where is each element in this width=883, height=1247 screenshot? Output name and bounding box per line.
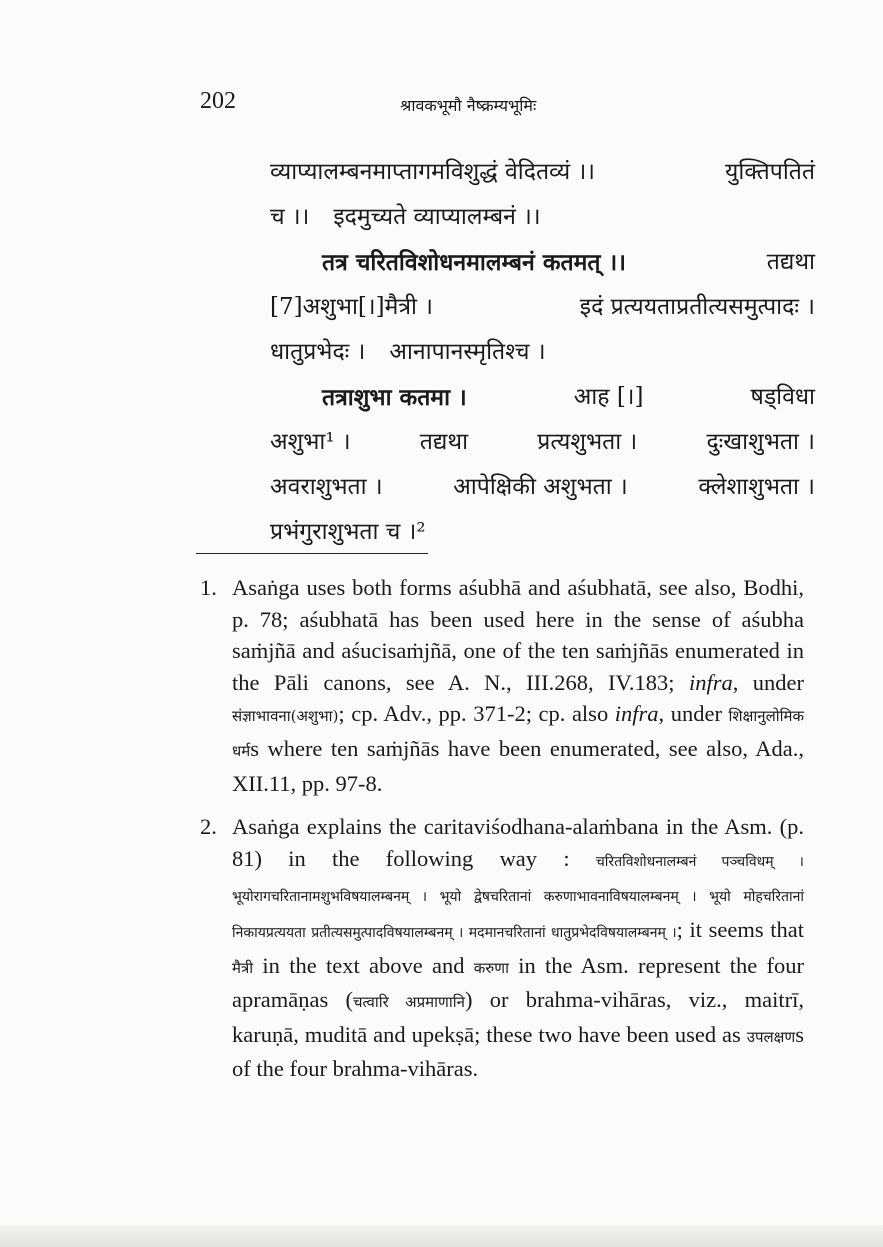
footnote-1 [200, 572, 804, 799]
footnote-2 [200, 811, 804, 1085]
footnote-number: 2. [200, 814, 217, 840]
text-line-heading: तत्र चरितविशोधनमालम्बनं कतमत् ।। तद्यथा [322, 249, 815, 276]
sanskrit-body-text [270, 150, 815, 555]
footnotes [200, 572, 804, 1085]
text-line: अवराशुभता । आपेक्षिकी अशुभता । क्लेशाशुभता । [270, 474, 815, 500]
running-head: श्रावकभूमौ नैष्क्रम्यभूमिः [400, 96, 537, 115]
text-line-heading: तत्राशुभा कतमा । आह [।] षड्विधा [322, 384, 815, 411]
page-number: 202 [200, 88, 236, 114]
footnote-rule [196, 553, 428, 554]
footnote-text: Asaṅga explains the caritaviśodhana-alaṁbana in the Asm. (p. 81) in the following way : चरितविशोधनालम्बनं पञ्चविधम् । भूयोरागचरितानामशुभविषयालम्बनम् । भूयो द्वेषचरितानां करुणाभावनाविषयालम्बनम् । भूयो मोहचरितानां निकायप्रत्ययता प्रतीत्यसमुत्पादविषयालम्बनम् । मदमानचरितानां धातुप्रभेदविषयालम्बनम् ।; it seems that मैत्री in the text above and करुणा in the Asm. represent the four apramāṇas (चत्वारि अप्रमाणानि) or brahma-vihāras, viz., maitrī, karuṇā, muditā and upekṣā; these two have been used as उपलक्षणs of the four brahma-vihāras. [232, 814, 804, 1082]
text-line: च ।। इदमुच्यते व्याप्यालम्बनं ।। [270, 204, 541, 230]
text-line: व्याप्यालम्बनमाप्तागमविशुद्धं वेदितव्यं ।। युक्तिपतितं [270, 159, 815, 185]
text-line: प्रभंगुराशुभता च ।² [270, 519, 426, 545]
footnote-number: 1. [200, 575, 217, 600]
footnote-text: Asaṅga uses both forms aśubhā and aśubhatā, see also, Bodhi, p. 78; aśubhatā has been used here in the sense of aśubha saṁjñā and aśucisaṁjñā, one of the ten saṁjñās enumerated in the Pāli canons, see A. N., III.268, IV.183; infra, under संज्ञाभावना(अशुभा); cp. Adv., pp. 371-2; cp. also infra, under शिक्षानुलोमिक धर्मs where ten saṁjñās have been enumerated, see also, Ada., XII.11, pp. 97-8. [232, 575, 804, 796]
scan-edge [0, 1225, 883, 1247]
text-line: [7]अशुभा[।]मैत्री । इदं प्रत्ययताप्रतीत्यसमुत्पादः । [270, 294, 815, 320]
text-line: धातुप्रभेदः । आनापानस्मृतिश्च । [270, 339, 546, 365]
text-line: अशुभा¹ । तद्यथा प्रत्यशुभता । दुःखाशुभता । [270, 429, 815, 455]
